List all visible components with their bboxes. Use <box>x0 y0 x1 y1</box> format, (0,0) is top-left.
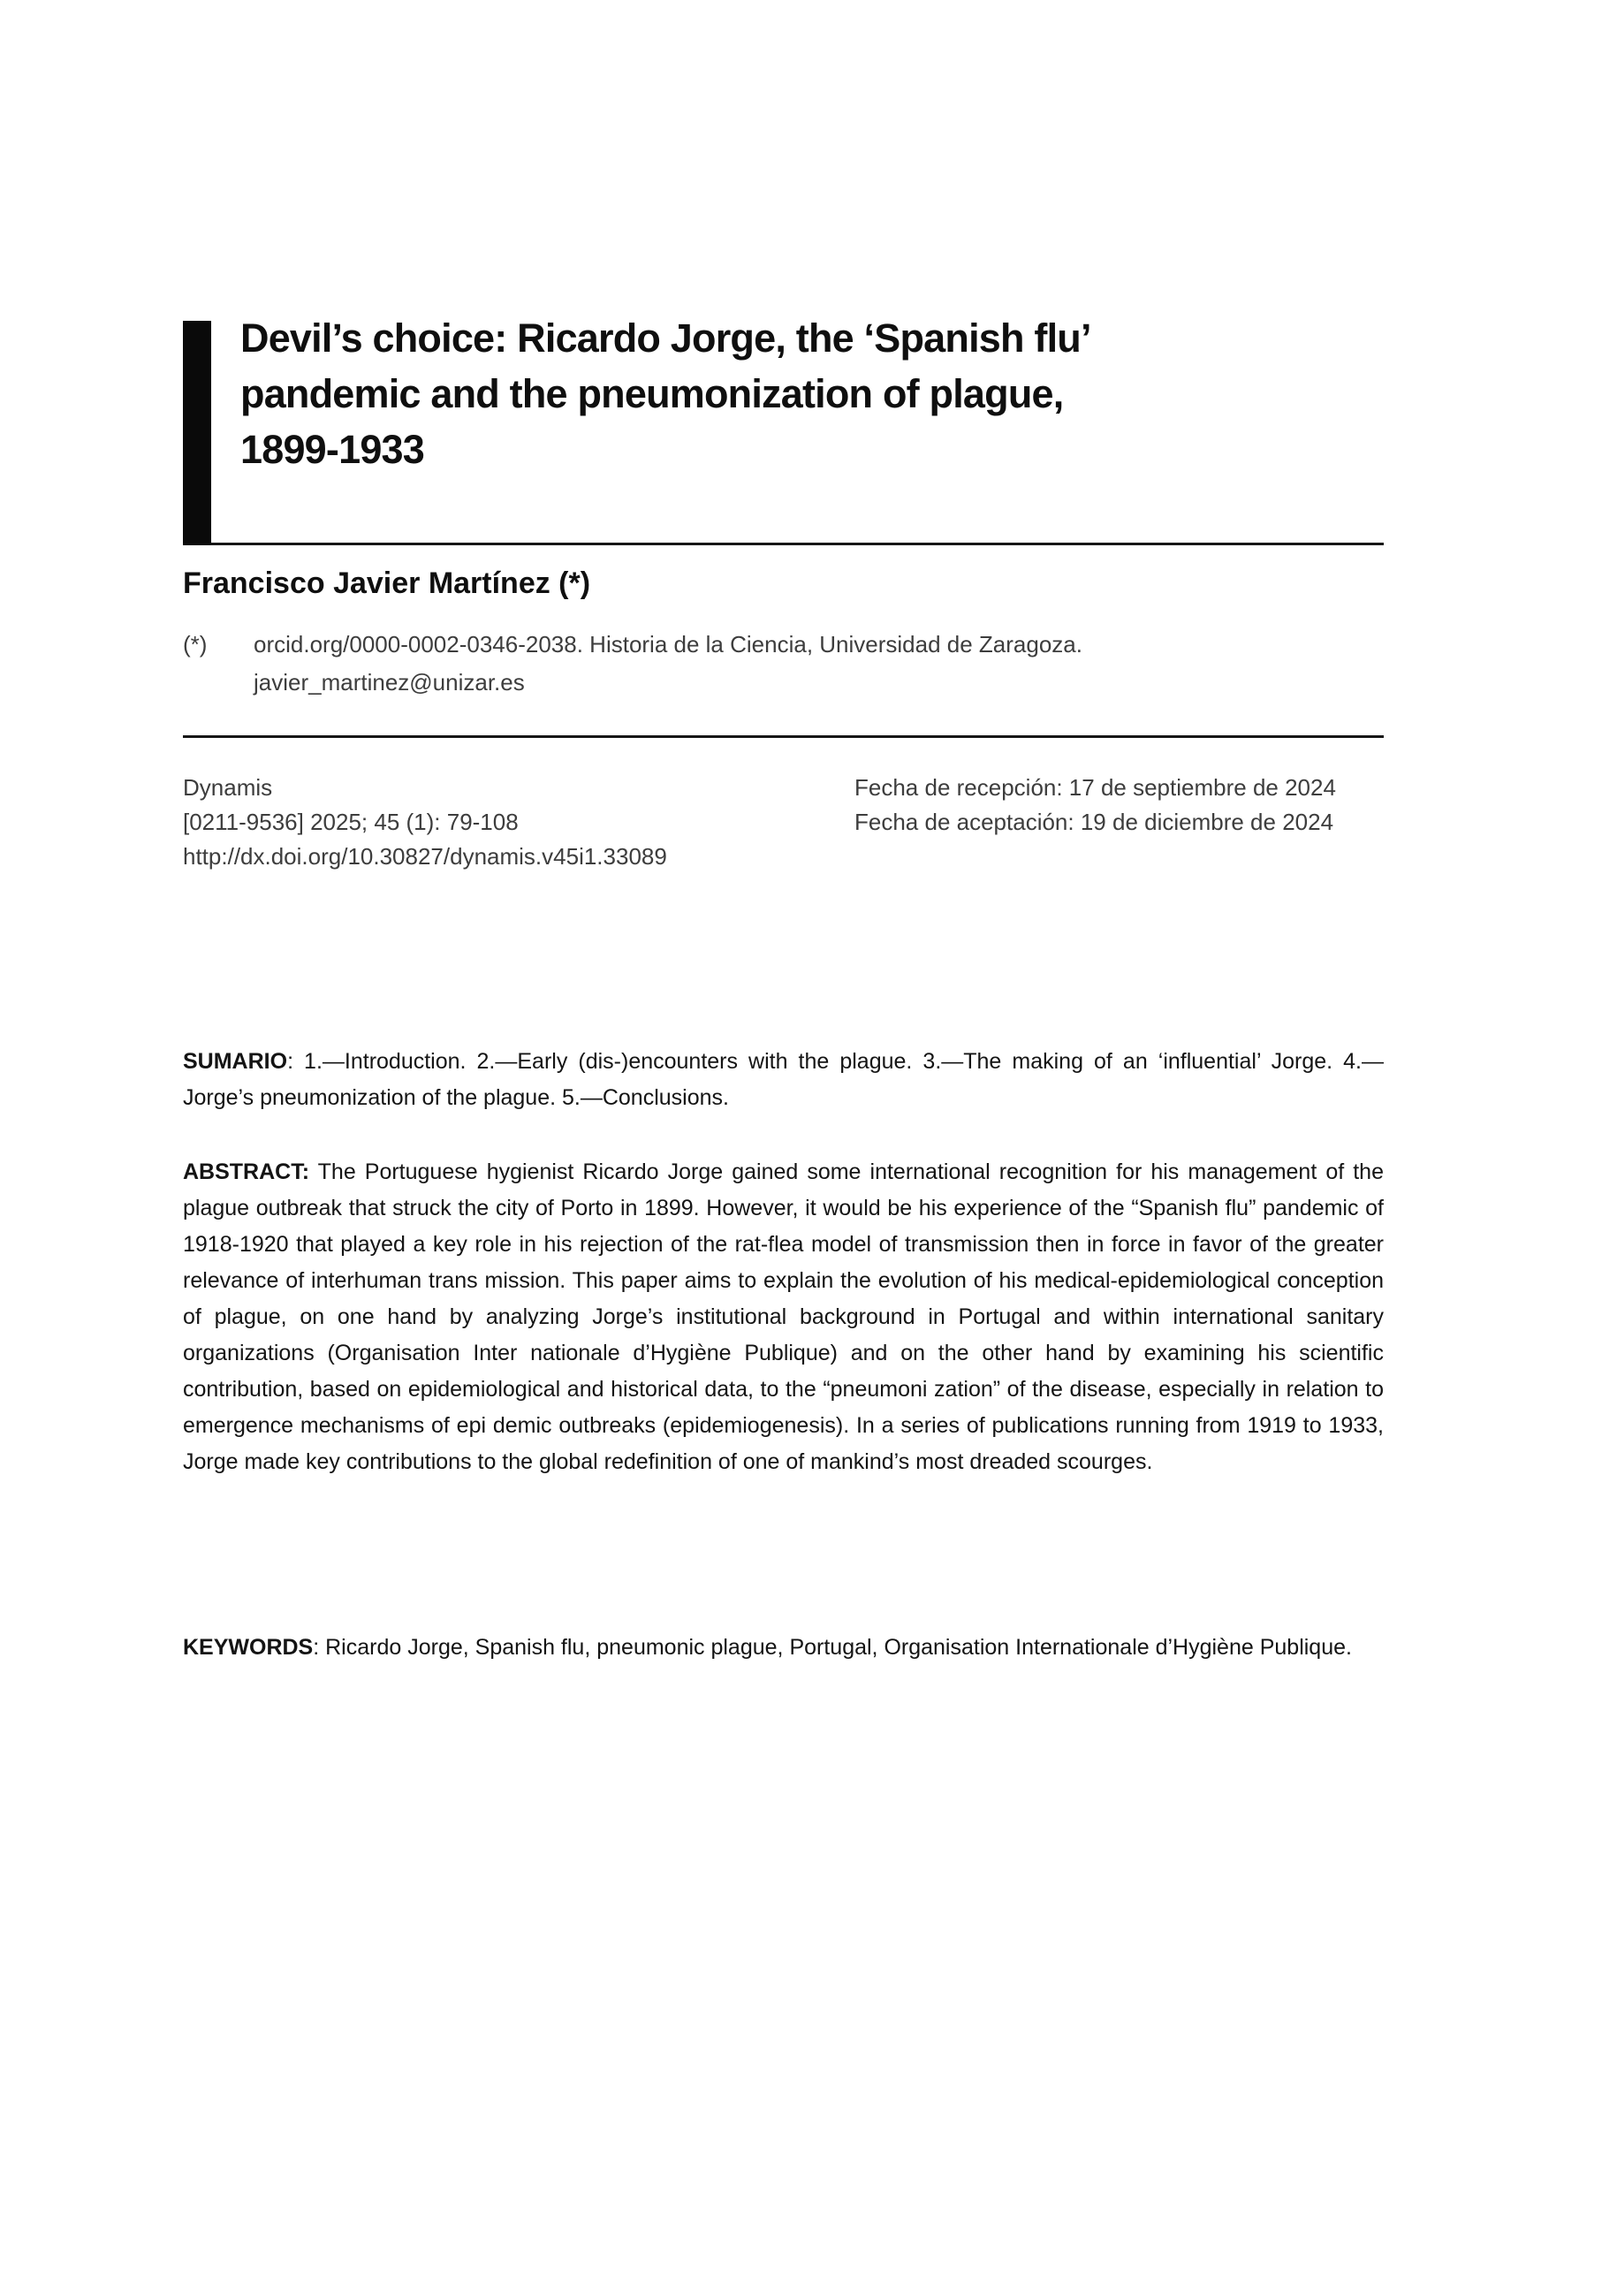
journal-doi: http://dx.doi.org/10.30827/dynamis.v45i1.33089 <box>183 843 667 870</box>
article-title-line-1: Devil’s choice: Ricardo Jorge, the ‘Spanish flu’ <box>240 316 1091 361</box>
journal-citation: [0211-9536] 2025; 45 (1): 79-108 <box>183 809 519 835</box>
journal-meta-right <box>854 771 1384 874</box>
author-name: Francisco Javier Martínez (*) <box>183 566 591 600</box>
footnote-body <box>254 626 1384 702</box>
article-title-line-3: 1899-1933 <box>240 427 425 472</box>
journal-name: Dynamis <box>183 774 273 801</box>
sumario-label: SUMARIO <box>183 1049 288 1074</box>
keywords-text: : Ricardo Jorge, Spanish flu, pneumonic plague, Portugal, Organisation Internationale d’Hygiène Publique. <box>313 1635 1352 1660</box>
author-footnote <box>183 626 1384 702</box>
keywords-paragraph <box>183 1630 1384 1666</box>
article-title <box>240 310 1371 477</box>
sumario-text: : 1.—Introduction. 2.—Early (dis-)encounters with the plague. 3.—The making of an ‘influential’ Jorge. 4.—Jorge’s pneumonization of the plague. 5.—Conclusions. <box>183 1049 1384 1110</box>
abstract-paragraph <box>183 1154 1384 1480</box>
reception-date: Fecha de recepción: 17 de septiembre de 2024 <box>854 774 1336 801</box>
header-divider-rule <box>183 735 1384 738</box>
journal-meta-left <box>183 771 667 874</box>
footnote-email: javier_martinez@unizar.es <box>254 669 525 696</box>
abstract-label: ABSTRACT: <box>183 1159 310 1184</box>
title-accent-bar <box>183 321 211 545</box>
footnote-marker: (*) <box>183 631 208 658</box>
footnote-affiliation: orcid.org/0000-0002-0346-2038. Historia de la Ciencia, Universidad de Zaragoza. <box>254 631 1082 658</box>
title-block <box>183 316 1384 545</box>
acceptance-date: Fecha de aceptación: 19 de diciembre de 2024 <box>854 809 1334 835</box>
keywords-label: KEYWORDS <box>183 1635 314 1660</box>
article-title-line-2: pandemic and the pneumonization of plague, <box>240 371 1064 416</box>
abstract-text: The Portuguese hygienist Ricardo Jorge gained some international recognition for his management of the plague outbreak that struck the city of Porto in 1899. However, it would be his experience of the “Spanish flu” pandemic of 1918-1920 that played a key role in his rejection of the rat-flea model of transmission then in force in favor of the greater relevance of interhuman trans mission. This paper aims to explain the evolution of his medical-epidemiological conception of plague, on one hand by analyzing Jorge’s institutional background in Portugal and within international sanitary organizations (Organisation Inter nationale d’Hygiène Publique) and on the other hand by examining his scientific contribution, based on epidemiological and historical data, to the “pneumoni zation” of the disease, especially in relation to emergence mechanisms of epi demic outbreaks (epidemiogenesis). In a series of publications running from 1919 to 1933, Jorge made key contributions to the global redefinition of one of mankind’s most dreaded scourges. <box>183 1159 1384 1474</box>
sumario-paragraph <box>183 1044 1384 1116</box>
journal-meta <box>183 771 1384 874</box>
